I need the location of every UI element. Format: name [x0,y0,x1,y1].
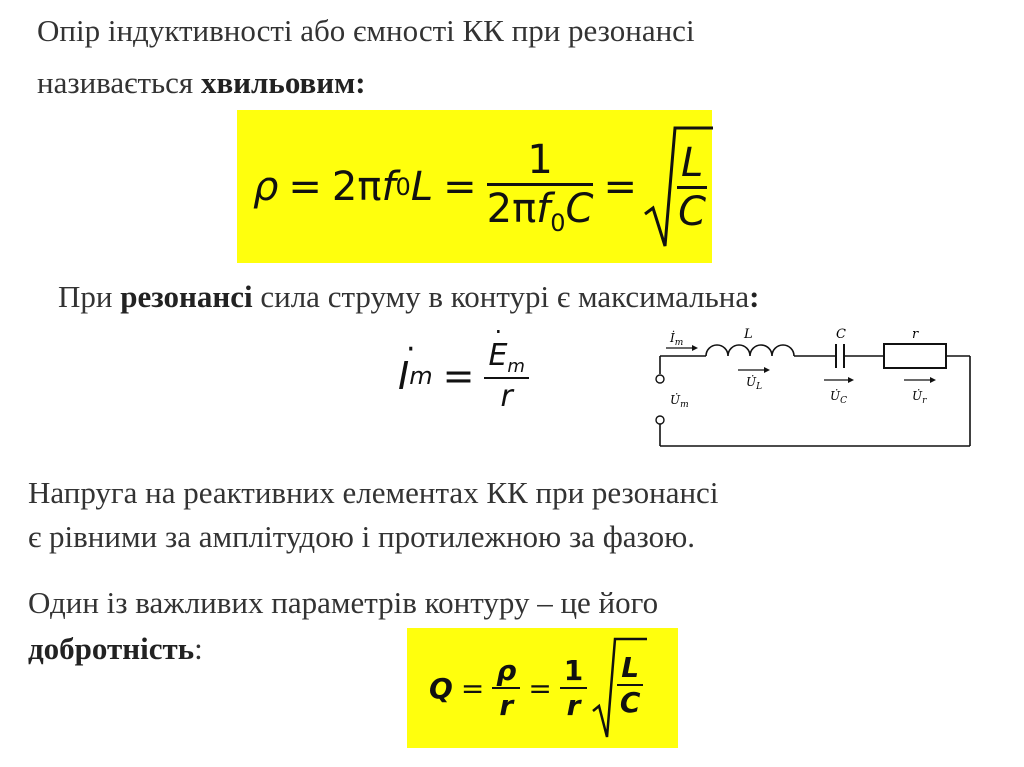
L-symbol: L [410,163,434,210]
terminal-top [656,375,664,383]
q-equals-1: = [460,671,485,705]
equals-sign-2: = [443,163,477,210]
current-symbol: I · [398,332,416,398]
label-r: r [912,327,919,342]
quality-factor-formula [407,628,678,748]
fraction-denominator [487,186,594,237]
label-L: L [744,327,753,342]
intro-line-2-text: називається [37,65,201,100]
intro-line-1: Опір індуктивності або ємності КК при резонансі [37,13,695,48]
uL-arrow-icon [764,367,770,373]
resistance-symbol: r [500,379,513,414]
wave-resistance-formula [237,110,712,263]
label-Um: $U̇_m$ [670,393,689,410]
Q-symbol: Q [429,671,453,705]
series-circuit-diagram [648,324,978,454]
label-Im: $İ_m$ [670,331,684,348]
r-den: r [499,689,514,722]
q-sqrt-den: C [619,686,641,719]
resonance-colon: : [749,279,760,314]
ur-arrow-icon [930,377,936,383]
label-UL: $U̇_L$ [746,375,763,392]
intro-line-2-bold: хвильовим: [200,65,366,100]
intro-line-2 [37,62,366,104]
one-over-r [560,654,587,722]
resonance-prefix: При [58,279,121,314]
q-sqrt-fraction [617,651,643,719]
current-formula [398,318,529,416]
f-symbol: f [381,163,396,210]
den-two-pi: 2π [486,185,537,232]
q-equals-2: = [528,671,552,705]
resonance-middle: сила струму в контурі є максимальна [252,279,750,314]
current-arrow-icon [692,345,698,351]
resonance-bold: резонансі [120,279,253,314]
label-C: C [836,327,846,342]
emf-symbol: E · $_m$ [484,338,529,379]
quality-colon: : [194,631,203,666]
rho-over-r [492,654,520,722]
resonance-line [58,276,759,318]
one-num: 1 [560,654,587,689]
den-f-subscript: 0 [550,208,566,237]
f-subscript: 0 [395,172,411,201]
sqrt-numerator: L [677,140,707,189]
equals-sign: = [288,163,322,210]
inverse-fraction [487,137,594,237]
label-UC: $U̇_C$ [830,389,848,406]
current-equals: = [442,354,475,398]
current-fraction [484,318,529,414]
sqrt-fraction [677,140,707,235]
rho-symbol: ρ [253,163,279,210]
voltage-line-2: є рівними за амплітудою і протилежною за фазою. [28,519,696,554]
two-pi: 2π [331,163,382,210]
uC-arrow-icon [848,377,854,383]
fraction-numerator: 1 [487,137,594,186]
sqrt-block [643,122,713,252]
terminal-bottom [656,416,664,424]
current-subscript: m [409,362,433,390]
label-Ur: $U̇_r$ [912,389,927,406]
q-sqrt-num: L [617,651,643,686]
rho-num: ρ [492,654,520,689]
equals-sign-3: = [603,163,637,210]
sqrt-denominator: C [678,188,707,235]
quality-bold: добротність [28,631,195,666]
r-den-2: r [566,689,581,722]
quality-line-1: Один із важливих параметрів контуру – це його [28,585,659,620]
quality-line-2 [28,628,203,670]
voltage-line-1: Напруга на реактивних елементах КК при резонансі [28,475,719,510]
q-sqrt-block [591,633,647,743]
den-f: f [536,185,551,232]
den-C: C [565,185,594,232]
